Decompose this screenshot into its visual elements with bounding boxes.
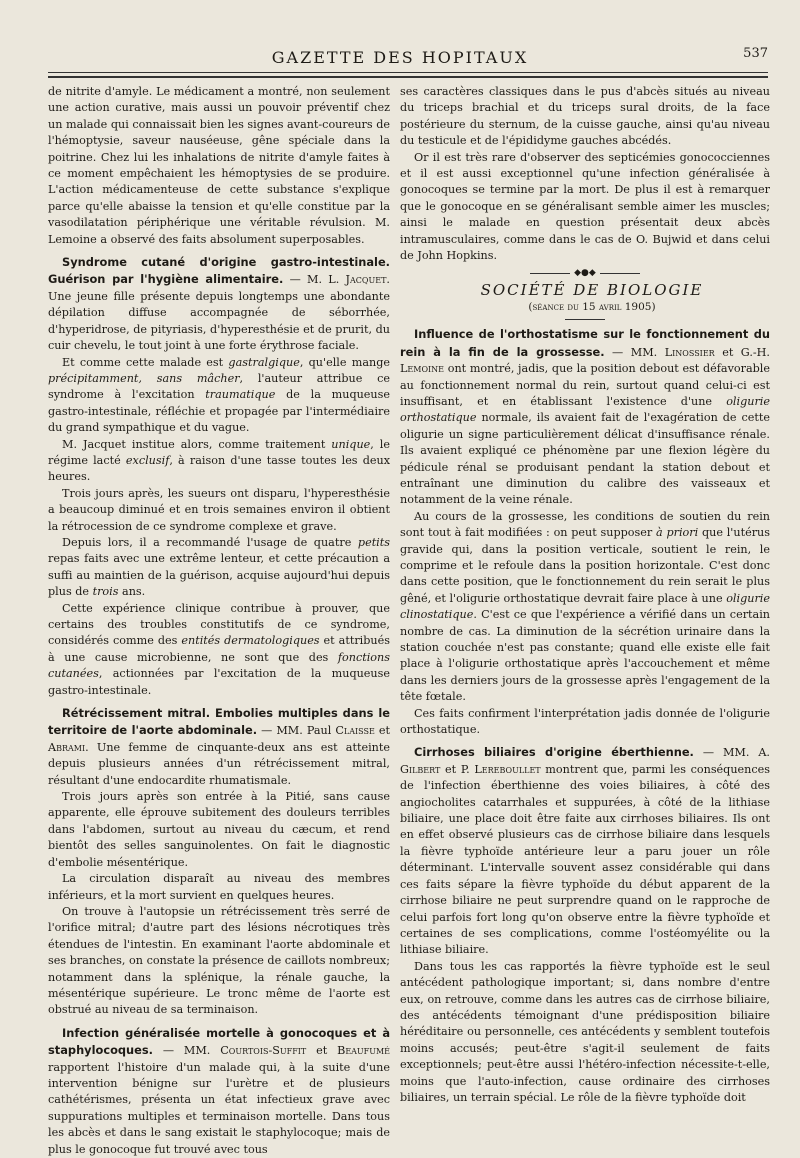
paragraph: Au cours de la grossesse, les conditions de soutien du rein sont tout à fait modifiées : on peut supposer à priori que l'utérus gravide qui, dans la position verticale, soutient le rein, le comprime et le refoule dans la position horizontale. C'est donc dans cette position, que le fonctionnement du rein serait le plus gêné, et l'oligurie orthostatique devrait faire place à une oligurie clinostatique. C'est ce que l'expérience a vérifié dans un certain nombre de cas. La diminution de la sécrétion urinaire dans la station couchée n'est pas constante; quand elle existe elle fait place à l'oligurie orthostatique après l'accouchement et même dans les derniers jours de la grossesse après l'engagement de la tête fœtale. xyxy=(400,509,770,704)
author-name: Lemoine xyxy=(400,362,445,376)
section-title: Infection généralisée mortelle à gonocoques et à staphylocoques. xyxy=(48,1025,390,1058)
paragraph: Dans tous les cas rapportés la fièvre typhoïde est le seul antécédent pathologique important; si, dans nombre d'entre eux, on retrouve, comme dans les autres cas de cirrhose biliaire, des antécédents témoignant d'une prédisposition biliaire héréditaire ou personnelle, ces antécédents y semblent toutefois moins accusés; peut-être s'agit-il seulement de faits exceptionnels; peut-être aussi l'hétéro-infection nécessite-t-elle, moins que l'auto-infection, cause ordinaire des cirrhoses biliaires, un terrain spécial. Le rôle de la fièvre typhoïde doit xyxy=(400,959,770,1104)
paragraph: Ces faits confirment l'interprétation jadis donnée de l'oligurie orthostatique. xyxy=(400,706,770,737)
paragraph: La circulation disparaît au niveau des membres inférieurs, et la mort survient en quelques heures. xyxy=(48,872,390,902)
author-name: Beaufumé xyxy=(337,1044,390,1058)
section-generalized-infection: Infection généralisée mortelle à gonocoques et à staphylocoques. — MM. Courtois-Suffit et Beaufumé rapportent l'histoire d'un malade qui, à la suite d'une intervention bénigne sur l'urètre et de plusieurs cathétérismes, présenta un état infectieux grave avec suppurations multiples et terminaison mortelle. Dans tous les abcès et dans le sang existait le staphylocoque; mais de plus le gonocoque fut trouvé avec tous xyxy=(48,1025,390,1156)
section-title: Influence de l'orthostatisme sur le fonctionnement du rein à la fin de la grossesse. xyxy=(400,327,770,359)
author-name: Jacquet xyxy=(345,273,387,287)
section-title: Rétrécissement mitral. Embolies multiples dans le territoire de l'aorte abdominale. xyxy=(48,706,390,738)
page-header xyxy=(0,44,800,74)
author-name: Linossier xyxy=(664,345,715,359)
author-name: Abrami xyxy=(48,740,86,754)
section-title: Cirrhoses biliaires d'origine éberthienne. xyxy=(414,745,694,760)
section-divider: ◆●◆ xyxy=(400,268,770,278)
paragraph: Et comme cette malade est gastralgique, qu'elle mange précipitamment, sans mâcher, l'auteur attribue ce syndrome à l'excitation traumatique de la muqueuse gastro-intestinale, réfléchie et propagée par l'intermédiaire du grand sympathique et du vague. xyxy=(48,355,390,435)
author-name: Lereboullet xyxy=(474,762,541,776)
page-number: 537 xyxy=(743,46,768,61)
author-name: Courtois-Suffit xyxy=(220,1044,307,1058)
paragraph: ses caractères classiques dans le pus d'abcès situés au niveau du triceps brachial et du triceps sural droits, de la face postérieure du sternum, de la cuisse gauche, ainsi qu'au niveau du testicule et de l'épididyme gauches abcédés. xyxy=(400,85,770,148)
left-column xyxy=(48,84,390,1158)
section-orthostatism: Influence de l'orthostatisme sur le fonctionnement du rein à la fin de la grossesse. — MM. Linossier et G.-H. Lemoine ont montré, jadis, que la position debout est défavorable au fonctionnement normal du rein, surtout quand celui-ci est insuffisant, et en établissant l'existence d'une oligurie orthostatique normale, ils avaient fait de l'exagération de cette oligurie un signe particulièrement délicat d'insuffisance rénale. Ils avaient expliqué ce phénomène par une flexion légère du pédicule rénal se produisant pendant la station debout et entraînant une diminution du calibre des vaisseaux et notamment de la veine rénale. xyxy=(400,327,770,507)
society-title: SOCIÉTÉ DE BIOLOGIE xyxy=(480,281,704,300)
paragraph: M. Jacquet institue alors, comme traitement unique, le régime lacté exclusif, à raison d'une tasse toutes les deux heures. xyxy=(48,437,391,484)
paragraph: Cette expérience clinique contribue à prouver, que certains des troubles constitutifs de ce syndrome, considérés comme des entités dermatologiques et attribués à une cause microbienne, ne sont que des fonctions cutanées, actionnées par l'excitation de la muqueuse gastro-intestinale. xyxy=(48,601,390,697)
section-cutaneous-syndrome: Syndrome cutané d'origine gastro-intestinale. Guérison par l'hygiène alimentaire. — M. L. Jacquet. Une jeune fille présente depuis longtemps une abondante dépilation diffuse accompagnée de séborrhée, d'hyperidrose, de pityriasis, d'hyperesthésie et de prurit, du cuir chevelu, le tout joint à une forte érythrose faciale. xyxy=(48,255,390,353)
section-biliary-cirrhosis: Cirrhoses biliaires d'origine éberthienne. — MM. A. Gilbert et P. Lereboullet montrent que, parmi les conséquences de l'infection éberthienne des voies biliaires, à côté des angiocholites catarrhales et suppurées, à côté de la lithiase biliaire, une place doit être faite aux cirrhoses biliaires. Ils ont en effet observé plusieurs cas de cirrhose biliaire dans lesquels la fièvre typhoïde antérieure leur a paru jouer un rôle déterminant. L'intervalle souvent assez considérable qui dans ces faits sépare la fièvre typhoïde du début apparent de la cirrhose biliaire ne peut surprendre quand on le rapproche de celui parfois fort long qu'on observe entre la fièvre typhoïde et certaines de ses complications, comme l'ostéomyélite ou la lithiase biliaire. xyxy=(400,745,771,957)
divider xyxy=(565,319,605,320)
journal-title: GAZETTE DES HOPITAUX xyxy=(271,48,529,67)
author-name: Claisse xyxy=(335,724,375,738)
session-date: (séance du 15 avril 1905) xyxy=(528,300,656,313)
header-rule xyxy=(48,72,768,73)
author-name: Gilbert xyxy=(400,762,441,776)
right-column xyxy=(400,84,770,1106)
section-mitral-stenosis: Rétrécissement mitral. Embolies multiples dans le territoire de l'aorte abdominale. — MM. Paul Claisse et Abrami. Une femme de cinquante-deux ans est atteinte depuis plusieurs années d'un rétrécissement mitral, résultant d'une endocardite rhumatismale. xyxy=(48,706,390,787)
header-rule-thick xyxy=(48,76,768,78)
paragraph: Or il est très rare d'observer des septicémies gonococciennes et il est aussi exceptionnel qu'une infection généralisée à gonocoques se termine par la mort. De plus il est à remarquer que le gonocoque en se généralisant semble aimer les muscles; ainsi le malade en question présentait deux abcès intramusculaires, comme dans le cas de O. Bujwid et dans celui de John Hopkins. xyxy=(400,150,770,263)
paragraph: Depuis lors, il a recommandé l'usage de quatre petits repas faits avec une extrême lenteur, et cette précaution a suffi au maintien de la guérison, acquise aujourd'hui depuis plus de trois ans. xyxy=(48,535,390,599)
paragraph: Trois jours après, les sueurs ont disparu, l'hyperesthésie a beaucoup diminué et en trois semaines environ il obtient la rétrocession de ce syndrome complexe et grave. xyxy=(48,486,390,533)
section-title: Syndrome cutané d'origine gastro-intestinale. Guérison par l'hygiène alimentaire. xyxy=(48,255,390,287)
paragraph: de nitrite d'amyle. Le médicament a montré, non seulement une action curative, mais aussi un pouvoir préventif chez un malade qui connaissait bien les signes avant-coureurs de l'hémoptysie, saveur nauséeuse, gêne spéciale dans la poitrine. Chez lui les inhalations de nitrite d'amyle faites à ce moment empêchaient les hémoptysies de se produire. L'action médicamenteuse de cette substance s'explique parce qu'elle abaisse la tension et qu'elle constitue par la vasodilatation périphérique une véritable révulsion. M. Lemoine a observé des faits absolument superposables. xyxy=(48,85,390,246)
paragraph: Trois jours après son entrée à la Pitié, sans cause apparente, elle éprouve subitement des douleurs terribles dans l'abdomen, surtout au niveau du cæcum, et rend bientôt des selles sanguinolentes. On fait le diagnostic d'embolie mésentérique. xyxy=(48,790,390,869)
paragraph: On trouve à l'autopsie un rétrécissement très serré de l'orifice mitral; d'autre part des lésions nécrotiques très étendues de l'intestin. En examinant l'aorte abdominale et ses branches, on constate la présence de caillots nombreux; notamment dans la splénique, la rénale gauche, la mésentérique supérieure. Le tronc même de l'aorte est obstrué au niveau de sa terminaison. xyxy=(48,904,390,1017)
